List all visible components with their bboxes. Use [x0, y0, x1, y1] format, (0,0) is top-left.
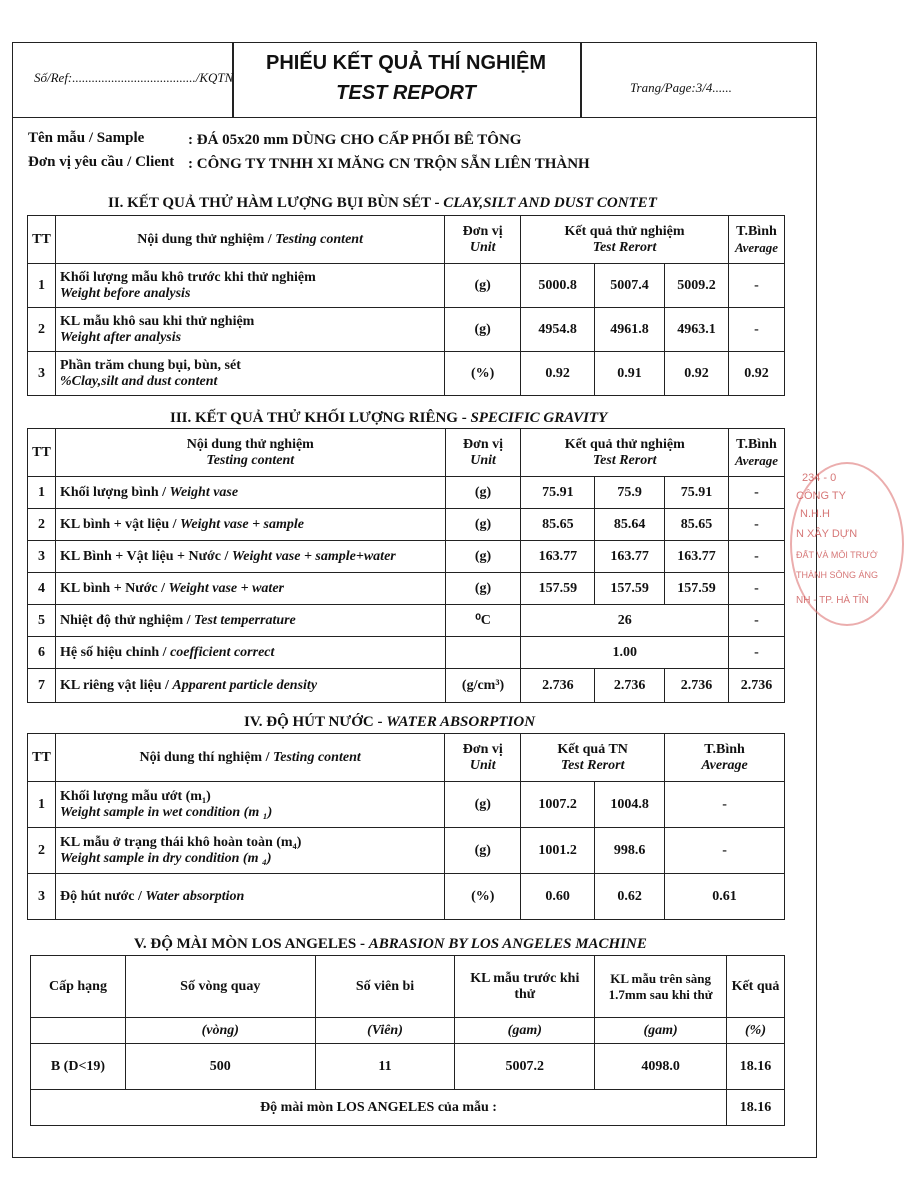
- col-grade: Cấp hạng: [31, 956, 126, 1018]
- col-unit-en: Unit: [469, 239, 496, 255]
- client-label: Đơn vị yêu cầu / Client: [28, 154, 175, 170]
- row-value-2: 0.91: [595, 352, 665, 396]
- stamp-line: ĐẤT VÀ MÔI TRƯỜ: [796, 550, 878, 560]
- row-revolutions: 500: [125, 1044, 315, 1090]
- unit-weight-after: (gam): [595, 1018, 727, 1044]
- row-unit: (g): [445, 308, 521, 352]
- col-weight-before: KL mẫu trước khi thử: [455, 956, 595, 1018]
- row-content-en: Water absorption: [145, 888, 245, 904]
- row-unit: (g): [445, 509, 521, 541]
- row-content: [55, 669, 445, 703]
- row-content-vi: Độ hút nước /: [59, 888, 146, 904]
- section4-title-vi: IV. ĐỘ HÚT NƯỚC -: [244, 714, 387, 730]
- stamp-line: N.H.H: [800, 508, 830, 520]
- row-content-en: Apparent particle density: [172, 677, 318, 693]
- col-result: [521, 216, 729, 264]
- col-average: [728, 216, 784, 264]
- section5-title-vi: V. ĐỘ MÀI MÒN LOS ANGELES -: [134, 936, 369, 952]
- row-content-en: Weight after analysis: [59, 329, 182, 345]
- row-tt: 5: [28, 605, 56, 637]
- row-content-vi: Phần trăm chung bụi, bùn, sét: [59, 357, 241, 373]
- col-unit: [445, 429, 521, 477]
- table-row: [28, 308, 785, 352]
- col-unit: [445, 216, 521, 264]
- row-content-vi: Nhiệt độ thử nghiệm /: [59, 612, 195, 628]
- table-row: [28, 637, 785, 669]
- row-value-3: 85.65: [665, 509, 729, 541]
- row-unit: (g): [445, 264, 521, 308]
- ref-number: Số/Ref:....................................../KQTN: [34, 70, 234, 85]
- row-average: 2.736: [728, 669, 784, 703]
- row-grade: B (D<19): [31, 1044, 126, 1090]
- row-tt: 1: [28, 477, 56, 509]
- row-content: [55, 509, 445, 541]
- row-average: -: [728, 541, 784, 573]
- col-result: [521, 734, 665, 782]
- row-content-vi: KL riêng vật liệu /: [59, 677, 173, 693]
- table-row: [31, 1044, 785, 1090]
- row-tt: 3: [28, 874, 56, 920]
- row-tt: 3: [28, 352, 56, 396]
- sample-label: Tên mẫu / Sample: [28, 130, 145, 146]
- row-unit: [445, 637, 521, 669]
- table-row: [28, 264, 785, 308]
- row-content: [55, 637, 445, 669]
- col-unit-en: Unit: [469, 757, 496, 773]
- row-tt: 2: [28, 308, 56, 352]
- row-average: 0.92: [728, 352, 784, 396]
- row-value-merged: 26: [521, 605, 729, 637]
- row-tt: 2: [28, 828, 56, 874]
- row-tt: 6: [28, 637, 56, 669]
- row-content: [55, 264, 444, 308]
- row-value-1: 163.77: [521, 541, 595, 573]
- row-content: [55, 874, 444, 920]
- row-value-3: 5009.2: [665, 264, 729, 308]
- row-content-en: Weight vase: [169, 484, 239, 500]
- section3-title-vi: III. KẾT QUẢ THỬ KHỐI LƯỢNG RIÊNG -: [170, 410, 471, 426]
- row-content-en: Weight vase + water: [168, 580, 284, 596]
- row-content-en: Weight vase + sample+water: [231, 548, 396, 564]
- row-value-2: 75.9: [595, 477, 665, 509]
- client-value: : CÔNG TY TNHH XI MĂNG CN TRỘN SẴN LIÊN THÀNH: [188, 156, 590, 172]
- page-dots: ......: [712, 80, 732, 95]
- col-result-en: Test Rerort: [592, 452, 657, 468]
- row-average: -: [728, 264, 784, 308]
- row-unit: (g): [445, 828, 521, 874]
- row-content-vi: KL Bình + Vật liệu + Nước /: [59, 548, 232, 564]
- row-tt: 3: [28, 541, 56, 573]
- row-content: [55, 573, 445, 605]
- col-average: [728, 429, 784, 477]
- row-content-vi: KL bình + Nước /: [59, 580, 169, 596]
- row-content-vi: Khối lượng mẫu khô trước khi thử nghiệm: [59, 269, 316, 285]
- col-average-vi: T.Bình: [736, 223, 777, 239]
- table-row: [28, 874, 785, 920]
- col-result-vi: Kết quả TN: [557, 741, 628, 757]
- row-unit: ⁰C: [445, 605, 521, 637]
- row-unit: (g): [445, 573, 521, 605]
- section5-title-en: ABRASION BY LOS ANGELES MACHINE: [368, 936, 647, 952]
- row-value-1: 1007.2: [521, 782, 595, 828]
- table-row: [28, 669, 785, 703]
- row-value-2: 1004.8: [595, 782, 665, 828]
- row-value-3: 2.736: [665, 669, 729, 703]
- col-content-vi: Nội dung thử nghiệm: [186, 436, 314, 452]
- sample-value: : ĐÁ 05x20 mm DÙNG CHO CẤP PHỐI BÊ TÔNG: [188, 132, 522, 148]
- row-content-vi: Hệ số hiệu chỉnh /: [59, 644, 171, 660]
- row-content-en: coefficient correct: [170, 644, 275, 660]
- unit-revolutions: (vòng): [125, 1018, 315, 1044]
- stamp-line: CÔNG TY: [796, 490, 846, 502]
- row-tt: 1: [28, 782, 56, 828]
- row-value-2: 2.736: [595, 669, 665, 703]
- row-content-en: Weight sample in wet condition (m ₁): [59, 804, 273, 820]
- col-unit-vi: Đơn vị: [462, 741, 503, 757]
- col-content-en: Testing content: [272, 749, 361, 765]
- table-row: [28, 573, 785, 605]
- row-content: [55, 477, 445, 509]
- row-value-2: 0.62: [595, 874, 665, 920]
- row-value-2: 85.64: [595, 509, 665, 541]
- section2-title-en: CLAY,SILT AND DUST CONTET: [443, 195, 657, 211]
- summary-label: Độ mài mòn LOS ANGELES của mẫu :: [31, 1090, 727, 1126]
- row-average: -: [728, 605, 784, 637]
- col-average-en: Average: [734, 239, 779, 255]
- row-tt: 1: [28, 264, 56, 308]
- row-unit: (g): [445, 477, 521, 509]
- row-unit: (%): [445, 352, 521, 396]
- row-value-1: 2.736: [521, 669, 595, 703]
- row-content-vi: Khối lượng mẫu ướt (m₁): [59, 788, 211, 804]
- row-value-2: 163.77: [595, 541, 665, 573]
- col-balls: Số viên bi: [315, 956, 455, 1018]
- row-value-2: 157.59: [595, 573, 665, 605]
- row-average: -: [665, 782, 785, 828]
- stamp-line: 234 - 0: [802, 472, 837, 484]
- row-content-en: %Clay,silt and dust content: [59, 373, 218, 389]
- row-value-1: 85.65: [521, 509, 595, 541]
- row-content: [55, 828, 444, 874]
- row-content-en: Weight sample in dry condition (m ₄): [59, 850, 272, 866]
- row-value-3: 4963.1: [665, 308, 729, 352]
- row-tt: 7: [28, 669, 56, 703]
- col-content: [55, 734, 444, 782]
- row-value-2: 5007.4: [595, 264, 665, 308]
- water-absorption-table: [27, 733, 785, 920]
- col-revolutions: Số vòng quay: [125, 956, 315, 1018]
- section4-title: [244, 714, 535, 731]
- col-result-vi: Kết quả thử nghiệm: [564, 436, 685, 452]
- row-content-en: Weight before analysis: [59, 285, 191, 301]
- row-value-1: 157.59: [521, 573, 595, 605]
- row-content-vi: KL mẫu ở trạng thái khô hoàn toàn (m₄): [59, 834, 302, 850]
- section3-title: [170, 410, 607, 427]
- col-average-vi: T.Bình: [704, 741, 745, 757]
- row-value-1: 75.91: [521, 477, 595, 509]
- row-average: -: [728, 573, 784, 605]
- col-weight-after: KL mẫu trên sàng 1.7mm sau khi thử: [595, 956, 727, 1018]
- table-row: [28, 509, 785, 541]
- row-average: -: [728, 637, 784, 669]
- table-row: [28, 782, 785, 828]
- row-value-3: 75.91: [665, 477, 729, 509]
- col-average-vi: T.Bình: [736, 436, 777, 452]
- row-average: -: [728, 477, 784, 509]
- unit-result: (%): [727, 1018, 785, 1044]
- row-tt: 4: [28, 573, 56, 605]
- row-content: [55, 308, 444, 352]
- row-value-2: 998.6: [595, 828, 665, 874]
- row-result: 18.16: [727, 1044, 785, 1090]
- col-content-vi: Nội dung thử nghiệm /: [137, 231, 276, 247]
- col-content: [55, 216, 444, 264]
- row-value-1: 5000.8: [521, 264, 595, 308]
- row-average: -: [665, 828, 785, 874]
- table-row: [28, 541, 785, 573]
- col-result: Kết quả: [727, 956, 785, 1018]
- row-content: [55, 541, 445, 573]
- row-value-1: 1001.2: [521, 828, 595, 874]
- col-result-en: Test Rerort: [560, 757, 625, 773]
- col-average: [665, 734, 785, 782]
- section4-title-en: WATER ABSORPTION: [386, 714, 536, 730]
- row-content: [55, 782, 444, 828]
- clay-silt-table: [27, 215, 785, 396]
- stamp-line: N XÂY DỰN: [796, 528, 858, 540]
- row-unit: (%): [445, 874, 521, 920]
- row-balls: 11: [315, 1044, 455, 1090]
- row-average: 0.61: [665, 874, 785, 920]
- row-content-en: Test temperrature: [194, 612, 296, 628]
- row-value-2: 4961.8: [595, 308, 665, 352]
- col-content-en: Testing content: [275, 231, 363, 247]
- row-content-vi: KL bình + vật liệu /: [59, 516, 180, 532]
- col-content-en: Testing content: [206, 452, 295, 468]
- summary-value: 18.16: [727, 1090, 785, 1126]
- row-weight-before: 5007.2: [455, 1044, 595, 1090]
- page-value: 3/4: [695, 80, 713, 95]
- row-weight-after: 4098.0: [595, 1044, 727, 1090]
- row-unit: (g/cm³): [445, 669, 521, 703]
- table-row: [28, 352, 785, 396]
- section2-title: [108, 195, 657, 212]
- col-result-en: Test Rerort: [592, 239, 657, 255]
- row-content: [55, 605, 445, 637]
- col-tt: TT: [28, 734, 56, 782]
- summary-row: [31, 1090, 785, 1126]
- col-unit-vi: Đơn vị: [463, 436, 504, 452]
- unit-balls: (Viên): [315, 1018, 455, 1044]
- section2-title-vi: II. KẾT QUẢ THỬ HÀM LƯỢNG BỤI BÙN SÉT -: [108, 195, 444, 211]
- row-content-vi: KL mẫu khô sau khi thử nghiệm: [59, 313, 255, 329]
- row-value-merged: 1.00: [521, 637, 729, 669]
- row-content-vi: Khối lượng bình /: [59, 484, 170, 500]
- row-unit: (g): [445, 541, 521, 573]
- col-unit-en: Unit: [470, 452, 496, 468]
- col-average-en: Average: [734, 452, 779, 468]
- row-value-3: 163.77: [665, 541, 729, 573]
- table-row: [28, 828, 785, 874]
- col-unit-vi: Đơn vị: [462, 223, 503, 239]
- row-average: -: [728, 509, 784, 541]
- col-tt: TT: [28, 429, 56, 477]
- stamp-line: NH - TP. HÀ TĨN: [796, 595, 869, 606]
- row-average: -: [728, 308, 784, 352]
- row-content-en: Weight vase + sample: [180, 516, 304, 532]
- table-row: [28, 605, 785, 637]
- col-tt: TT: [28, 216, 56, 264]
- col-result-vi: Kết quả thử nghiệm: [564, 223, 685, 239]
- row-value-1: 0.92: [521, 352, 595, 396]
- specific-gravity-table: [27, 428, 785, 703]
- section3-title-en: SPECIFIC GRAVITY: [470, 410, 608, 426]
- row-value-1: 0.60: [521, 874, 595, 920]
- unit-weight-before: (gam): [455, 1018, 595, 1044]
- col-content-vi: Nội dung thí nghiệm /: [139, 749, 273, 765]
- table-row: [28, 477, 785, 509]
- page-label: Trang/Page:: [630, 80, 696, 95]
- unit-grade: [31, 1018, 126, 1044]
- section5-title: [134, 936, 647, 953]
- col-content: [55, 429, 445, 477]
- col-unit: [445, 734, 521, 782]
- col-average-en: Average: [701, 757, 748, 773]
- col-result: [521, 429, 729, 477]
- row-value-1: 4954.8: [521, 308, 595, 352]
- los-angeles-table: [30, 955, 785, 1126]
- row-value-3: 0.92: [665, 352, 729, 396]
- row-tt: 2: [28, 509, 56, 541]
- row-unit: (g): [445, 782, 521, 828]
- stamp-line: THÀNH SÔNG ÁNG: [796, 570, 879, 580]
- row-value-3: 157.59: [665, 573, 729, 605]
- row-content: [55, 352, 444, 396]
- report-title-en: TEST REPORT: [336, 82, 476, 104]
- report-title-vi: PHIẾU KẾT QUẢ THÍ NGHIỆM: [265, 52, 546, 74]
